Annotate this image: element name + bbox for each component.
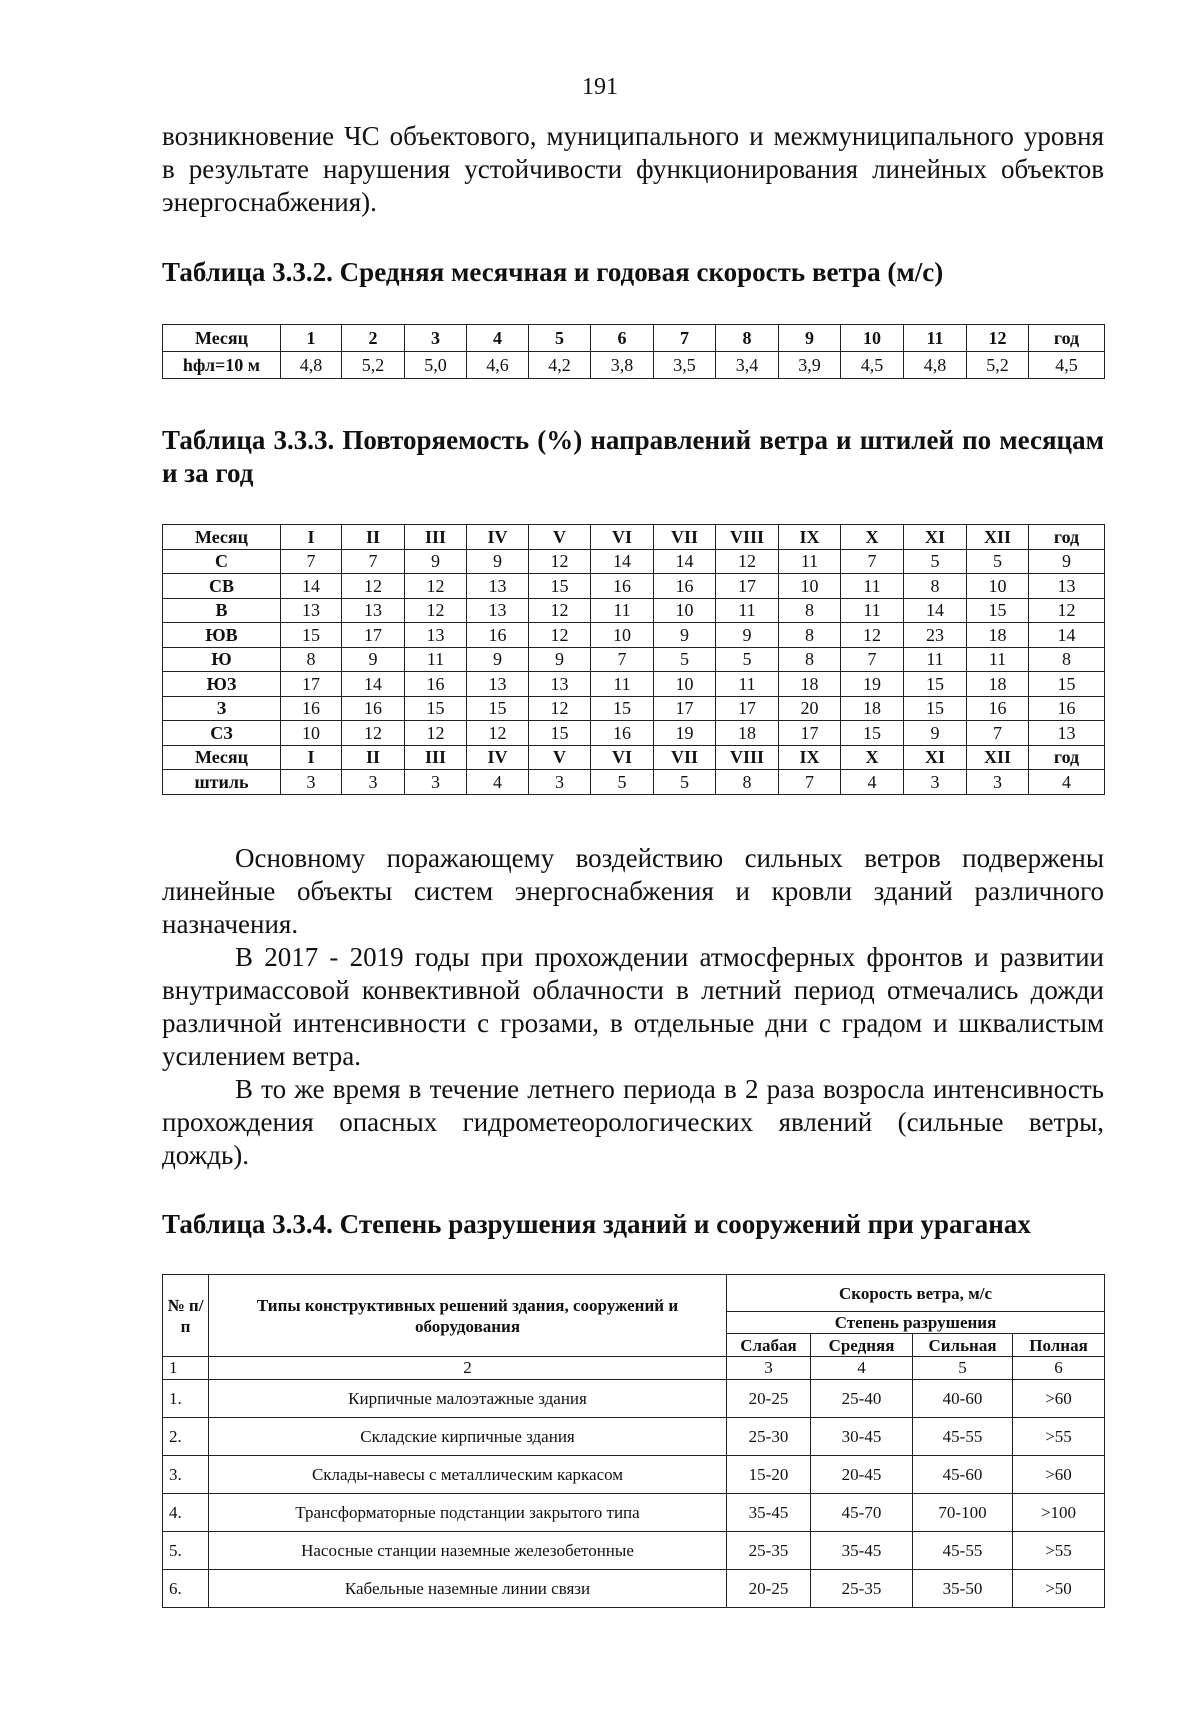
table-333-cell: 12: [529, 549, 591, 574]
table-333-cell: XII: [967, 745, 1029, 770]
page-number: 191: [582, 74, 618, 100]
table-332-value-cell: 4,5: [1029, 352, 1105, 379]
table-333-cell: 15: [467, 696, 529, 721]
table-333-cell: 3: [405, 770, 467, 795]
table-333-cell: 11: [716, 672, 779, 697]
table-333-cell: IV: [467, 525, 529, 550]
wind-speed-range: 45-55: [913, 1532, 1013, 1570]
table-333-cell: VIII: [716, 525, 779, 550]
table-333-cell: 18: [716, 721, 779, 746]
wind-speed-range: 20-25: [727, 1380, 811, 1418]
table-333-cell: 17: [716, 696, 779, 721]
structure-type: Кабельные наземные линии связи: [209, 1570, 727, 1608]
table-332-value-cell: 4,8: [904, 352, 967, 379]
table-334-header-row-1: [163, 1275, 1105, 1312]
table-332-title: Таблица 3.3.2. Средняя месячная и годовая скорость ветра (м/с): [162, 257, 944, 287]
table-333-cell: III: [405, 745, 467, 770]
table-333-row-label: Ю: [163, 647, 281, 672]
table-332-title-block: [162, 256, 1104, 289]
table-333-cell: 18: [967, 672, 1029, 697]
row-number: 3.: [163, 1456, 209, 1494]
table-333-cell: 11: [841, 598, 904, 623]
table-333-header-row: [163, 525, 1105, 550]
table-333-cell: 7: [841, 647, 904, 672]
wind-speed-range: 35-45: [727, 1494, 811, 1532]
degree-medium: Средняя: [811, 1334, 913, 1357]
table-333-cell: 9: [716, 623, 779, 648]
row-number: 1.: [163, 1380, 209, 1418]
table-333-cell: 16: [467, 623, 529, 648]
table-333-cell: 16: [405, 672, 467, 697]
table-333-cell: 23: [904, 623, 967, 648]
table-333-cell: I: [281, 745, 342, 770]
table-333-cell: IV: [467, 745, 529, 770]
table-332-header-cell: 11: [904, 325, 967, 352]
table-333-cell: V: [529, 525, 591, 550]
table-333-cell: 5: [654, 770, 716, 795]
table-333-cell: 15: [529, 574, 591, 599]
table-333-cell: 12: [529, 696, 591, 721]
table-333-cell: 9: [467, 647, 529, 672]
table-332-header-cell: 8: [716, 325, 779, 352]
table-333-cell: II: [342, 745, 405, 770]
table-334-row: [163, 1494, 1105, 1532]
structure-type: Складские кирпичные здания: [209, 1418, 727, 1456]
table-334-row: [163, 1532, 1105, 1570]
table-333-cell: 14: [904, 598, 967, 623]
table-333-cell: 15: [529, 721, 591, 746]
paragraph-2: В 2017 - 2019 годы при прохождении атмосферных фронтов и развитии внутримассовой конвективной облачности в летний период отмечались дожди различной интенсивности с грозами, в отдельные дни с градом и шквалистым усилением ветра.: [162, 942, 1104, 1071]
table-333-cell: VI: [591, 745, 654, 770]
table-333-cell: III: [405, 525, 467, 550]
table-333-row-label: штиль: [163, 770, 281, 795]
table-333-cell: 4: [841, 770, 904, 795]
table-333-cell: 17: [342, 623, 405, 648]
col-number: 4: [811, 1357, 913, 1380]
table-333-direction-row: [163, 647, 1105, 672]
paragraph-1: Основному поражающему воздействию сильных ветров подвержены линейные объекты систем энергоснабжения и кровли зданий различного назначения.: [162, 843, 1104, 939]
table-333-cell: 15: [591, 696, 654, 721]
table-333-cell: 18: [779, 672, 841, 697]
table-333-title: Таблица 3.3.3. Повторяемость (%) направлений ветра и штилей по месяцам и за год: [162, 425, 1104, 488]
table-333-cell: 12: [529, 623, 591, 648]
row-number: 5.: [163, 1532, 209, 1570]
table-333-cell: 5: [716, 647, 779, 672]
table-333-cell: 13: [467, 598, 529, 623]
table-333-direction-row: [163, 623, 1105, 648]
table-332-value-cell: 4,5: [841, 352, 904, 379]
table-333-cell: 8: [281, 647, 342, 672]
table-334-column-numbers-row: [163, 1357, 1105, 1380]
table-333-cell: 13: [405, 623, 467, 648]
table-333-cell: 11: [967, 647, 1029, 672]
table-333-cell: 7: [779, 770, 841, 795]
table-333-cell: 12: [841, 623, 904, 648]
table-333-cell: VIII: [716, 745, 779, 770]
table-333-cell: 16: [591, 721, 654, 746]
table-333-cell: VI: [591, 525, 654, 550]
table-333-cell: X: [841, 745, 904, 770]
table-334-row: [163, 1380, 1105, 1418]
table-333-cell: 14: [654, 549, 716, 574]
wind-speed-range: >100: [1013, 1494, 1105, 1532]
table-333-cell: XII: [967, 525, 1029, 550]
table-333-cell: IX: [779, 745, 841, 770]
table-333-cell: 11: [779, 549, 841, 574]
wind-speed-range: 40-60: [913, 1380, 1013, 1418]
table-333-cell: 3: [967, 770, 1029, 795]
table-333-cell: 7: [281, 549, 342, 574]
table-333-header-row-2: [163, 745, 1105, 770]
table-333-cell: 8: [779, 598, 841, 623]
table-333-cell: 3: [342, 770, 405, 795]
table-333-cell: 7: [342, 549, 405, 574]
table-333-cell: 13: [281, 598, 342, 623]
table-333-cell: 8: [779, 647, 841, 672]
table-333-cell: 13: [1029, 574, 1105, 599]
table-333-cell: 16: [342, 696, 405, 721]
table-333-cell: 8: [904, 574, 967, 599]
table-334: [162, 1274, 1105, 1608]
table-333-cell: год: [1029, 525, 1105, 550]
table-333-cell: 16: [1029, 696, 1105, 721]
table-333-cell: 16: [967, 696, 1029, 721]
table-333-cell: 19: [841, 672, 904, 697]
table-332-value-cell: 5,2: [342, 352, 405, 379]
table-333-cell: 18: [841, 696, 904, 721]
table-332-value-cell: 5,2: [967, 352, 1029, 379]
table-333-cell: 10: [967, 574, 1029, 599]
table-333-cell: 12: [1029, 598, 1105, 623]
table-333-cell: 7: [967, 721, 1029, 746]
table-333-cell: 11: [591, 598, 654, 623]
table-334-title-block: [162, 1208, 1104, 1241]
col-num-header: № п/п: [163, 1275, 209, 1357]
table-333-cell: VII: [654, 745, 716, 770]
wind-speed-range: 35-50: [913, 1570, 1013, 1608]
table-333-cell: 3: [529, 770, 591, 795]
table-333-cell: 14: [342, 672, 405, 697]
table-333-cell: 15: [1029, 672, 1105, 697]
table-333-cell: 4: [467, 770, 529, 795]
table-333-cell: 9: [467, 549, 529, 574]
table-334-row: [163, 1570, 1105, 1608]
paragraphs-block: [162, 842, 1104, 1172]
wind-speed-range: 25-30: [727, 1418, 811, 1456]
col-number: 1: [163, 1357, 209, 1380]
table-333-cell: 15: [904, 696, 967, 721]
table-333-cell: XI: [904, 745, 967, 770]
table-333-cell: 16: [281, 696, 342, 721]
table-333-cell: 11: [841, 574, 904, 599]
table-332-value-cell: 3,9: [779, 352, 841, 379]
table-332-header-cell: 9: [779, 325, 841, 352]
table-332-row-label: hфл=10 м: [163, 352, 281, 379]
table-333-row-label: В: [163, 598, 281, 623]
table-332-header-row: [163, 325, 1105, 352]
table-333-cell: II: [342, 525, 405, 550]
table-332-value-cell: 4,8: [281, 352, 342, 379]
wind-speed-range: >50: [1013, 1570, 1105, 1608]
table-332-header-cell: год: [1029, 325, 1105, 352]
table-332-header-cell: 10: [841, 325, 904, 352]
col-number: 2: [209, 1357, 727, 1380]
table-333-cell: 5: [967, 549, 1029, 574]
table-333-direction-row: [163, 574, 1105, 599]
wind-speed-range: 30-45: [811, 1418, 913, 1456]
table-333-direction-row: [163, 672, 1105, 697]
table-334-title: Таблица 3.3.4. Степень разрушения зданий и сооружений при ураганах: [162, 1209, 1031, 1239]
table-333-row-label: Месяц: [163, 745, 281, 770]
wind-speed-range: >60: [1013, 1380, 1105, 1418]
table-332-header-cell: 2: [342, 325, 405, 352]
table-333-cell: 10: [591, 623, 654, 648]
table-333: [162, 524, 1105, 795]
table-333-cell: 10: [779, 574, 841, 599]
table-333-cell: 11: [904, 647, 967, 672]
col-number: 5: [913, 1357, 1013, 1380]
table-333-cell: 15: [281, 623, 342, 648]
table-332-header-cell: Месяц: [163, 325, 281, 352]
table-333-cell: 18: [967, 623, 1029, 648]
table-333-cell: 12: [405, 598, 467, 623]
table-333-cell: 7: [591, 647, 654, 672]
degree-strong: Сильная: [913, 1334, 1013, 1357]
table-333-row-label: Месяц: [163, 525, 281, 550]
table-332-header-cell: 3: [405, 325, 467, 352]
wind-speed-range: 15-20: [727, 1456, 811, 1494]
row-number: 4.: [163, 1494, 209, 1532]
table-334-row: [163, 1418, 1105, 1456]
wind-speed-range: >55: [1013, 1532, 1105, 1570]
table-333-cell: 15: [841, 721, 904, 746]
structure-type: Трансформаторные подстанции закрытого типа: [209, 1494, 727, 1532]
table-333-cell: 13: [529, 672, 591, 697]
table-333-cell: 12: [342, 721, 405, 746]
table-333-cell: 11: [591, 672, 654, 697]
wind-speed-range: 35-45: [811, 1532, 913, 1570]
table-333-row-label: З: [163, 696, 281, 721]
col-type-header: Типы конструктивных решений здания, сооружений и оборудования: [209, 1275, 727, 1357]
table-333-cell: 14: [591, 549, 654, 574]
table-333-cell: 12: [467, 721, 529, 746]
table-333-cell: 3: [904, 770, 967, 795]
wind-speed-range: >55: [1013, 1418, 1105, 1456]
table-333-cell: 7: [841, 549, 904, 574]
table-333-cell: 13: [1029, 721, 1105, 746]
table-332-value-cell: 3,8: [591, 352, 654, 379]
table-333-cell: IX: [779, 525, 841, 550]
table-333-cell: 13: [467, 672, 529, 697]
table-333-direction-row: [163, 549, 1105, 574]
wind-speed-range: 25-35: [811, 1570, 913, 1608]
table-333-cell: 15: [904, 672, 967, 697]
table-332-header-cell: 4: [467, 325, 529, 352]
table-332-value-cell: 5,0: [405, 352, 467, 379]
degree-weak: Слабая: [727, 1334, 811, 1357]
table-333-cell: 9: [405, 549, 467, 574]
wind-speed-range: 25-40: [811, 1380, 913, 1418]
table-333-cell: 12: [529, 598, 591, 623]
table-333-cell: 5: [904, 549, 967, 574]
table-333-cell: 3: [281, 770, 342, 795]
structure-type: Склады-навесы с металлическим каркасом: [209, 1456, 727, 1494]
table-333-cell: VII: [654, 525, 716, 550]
table-333-row-label: СВ: [163, 574, 281, 599]
table-333-row-label: СЗ: [163, 721, 281, 746]
table-333-cell: 4: [1029, 770, 1105, 795]
row-number: 6.: [163, 1570, 209, 1608]
table-333-row-label: ЮВ: [163, 623, 281, 648]
table-333-cell: 10: [281, 721, 342, 746]
table-333-cell: I: [281, 525, 342, 550]
table-333-row-label: ЮЗ: [163, 672, 281, 697]
table-333-calm-row: [163, 770, 1105, 795]
wind-speed-range: >60: [1013, 1456, 1105, 1494]
table-333-cell: 9: [342, 647, 405, 672]
wind-speed-range: 70-100: [913, 1494, 1013, 1532]
table-332-data-row: [163, 352, 1105, 379]
table-333-cell: 14: [281, 574, 342, 599]
table-333-cell: 15: [405, 696, 467, 721]
intro-block: [162, 120, 1104, 219]
wind-speed-range: 45-70: [811, 1494, 913, 1532]
table-332-value-cell: 3,5: [654, 352, 716, 379]
table-333-cell: 15: [967, 598, 1029, 623]
table-333-title-block: [162, 424, 1104, 490]
table-332-header-cell: 6: [591, 325, 654, 352]
table-332-value-cell: 4,2: [529, 352, 591, 379]
table-332-header-cell: 7: [654, 325, 716, 352]
row-number: 2.: [163, 1418, 209, 1456]
table-333-cell: 5: [591, 770, 654, 795]
wind-speed-range: 25-35: [727, 1532, 811, 1570]
table-332: [162, 324, 1105, 379]
table-333-cell: 12: [342, 574, 405, 599]
table-333-cell: 10: [654, 672, 716, 697]
table-333-cell: 19: [654, 721, 716, 746]
table-333-cell: V: [529, 745, 591, 770]
table-333-cell: 9: [654, 623, 716, 648]
table-333-cell: 8: [779, 623, 841, 648]
table-333-cell: год: [1029, 745, 1105, 770]
table-333-cell: X: [841, 525, 904, 550]
structure-type: Кирпичные малоэтажные здания: [209, 1380, 727, 1418]
table-333-cell: 17: [654, 696, 716, 721]
table-333-cell: 9: [1029, 549, 1105, 574]
wind-speed-range: 45-55: [913, 1418, 1013, 1456]
table-333-cell: 12: [405, 721, 467, 746]
table-333-cell: 11: [405, 647, 467, 672]
degree-full: Полная: [1013, 1334, 1105, 1357]
wind-speed-range: 20-45: [811, 1456, 913, 1494]
table-333-cell: 10: [654, 598, 716, 623]
table-332-value-cell: 4,6: [467, 352, 529, 379]
table-333-row-label: С: [163, 549, 281, 574]
table-333-cell: 11: [716, 598, 779, 623]
table-333-cell: 8: [716, 770, 779, 795]
wind-speed-range: 45-60: [913, 1456, 1013, 1494]
paragraph-3: В то же время в течение летнего периода в 2 раза возросла интенсивность прохождения опасных гидрометеорологических явлений (сильные ветры, дождь).: [162, 1074, 1104, 1170]
table-333-cell: XI: [904, 525, 967, 550]
table-333-cell: 14: [1029, 623, 1105, 648]
table-334-row: [163, 1456, 1105, 1494]
table-333-direction-row: [163, 598, 1105, 623]
col-speed-header: Скорость ветра, м/с: [727, 1275, 1105, 1312]
table-333-cell: 5: [654, 647, 716, 672]
table-333-cell: 16: [654, 574, 716, 599]
wind-speed-range: 20-25: [727, 1570, 811, 1608]
col-number: 6: [1013, 1357, 1105, 1380]
table-333-cell: 16: [591, 574, 654, 599]
table-333-cell: 9: [904, 721, 967, 746]
table-332-header-cell: 1: [281, 325, 342, 352]
table-333-cell: 9: [529, 647, 591, 672]
table-333-cell: 12: [716, 549, 779, 574]
table-332-value-cell: 3,4: [716, 352, 779, 379]
table-333-cell: 17: [281, 672, 342, 697]
table-333-direction-row: [163, 721, 1105, 746]
table-333-cell: 17: [716, 574, 779, 599]
table-333-cell: 17: [779, 721, 841, 746]
table-333-cell: 8: [1029, 647, 1105, 672]
col-number: 3: [727, 1357, 811, 1380]
table-333-cell: 13: [467, 574, 529, 599]
table-332-header-cell: 5: [529, 325, 591, 352]
intro-paragraph: возникновение ЧС объектового, муниципального и межмуниципального уровня в результате нарушения устойчивости функционирования линейных объектов энергоснабжения).: [162, 121, 1104, 217]
col-degree-header: Степень разрушения: [727, 1312, 1105, 1334]
table-333-cell: 13: [342, 598, 405, 623]
table-332-header-cell: 12: [967, 325, 1029, 352]
table-333-cell: 12: [405, 574, 467, 599]
table-333-cell: 20: [779, 696, 841, 721]
structure-type: Насосные станции наземные железобетонные: [209, 1532, 727, 1570]
table-333-direction-row: [163, 696, 1105, 721]
